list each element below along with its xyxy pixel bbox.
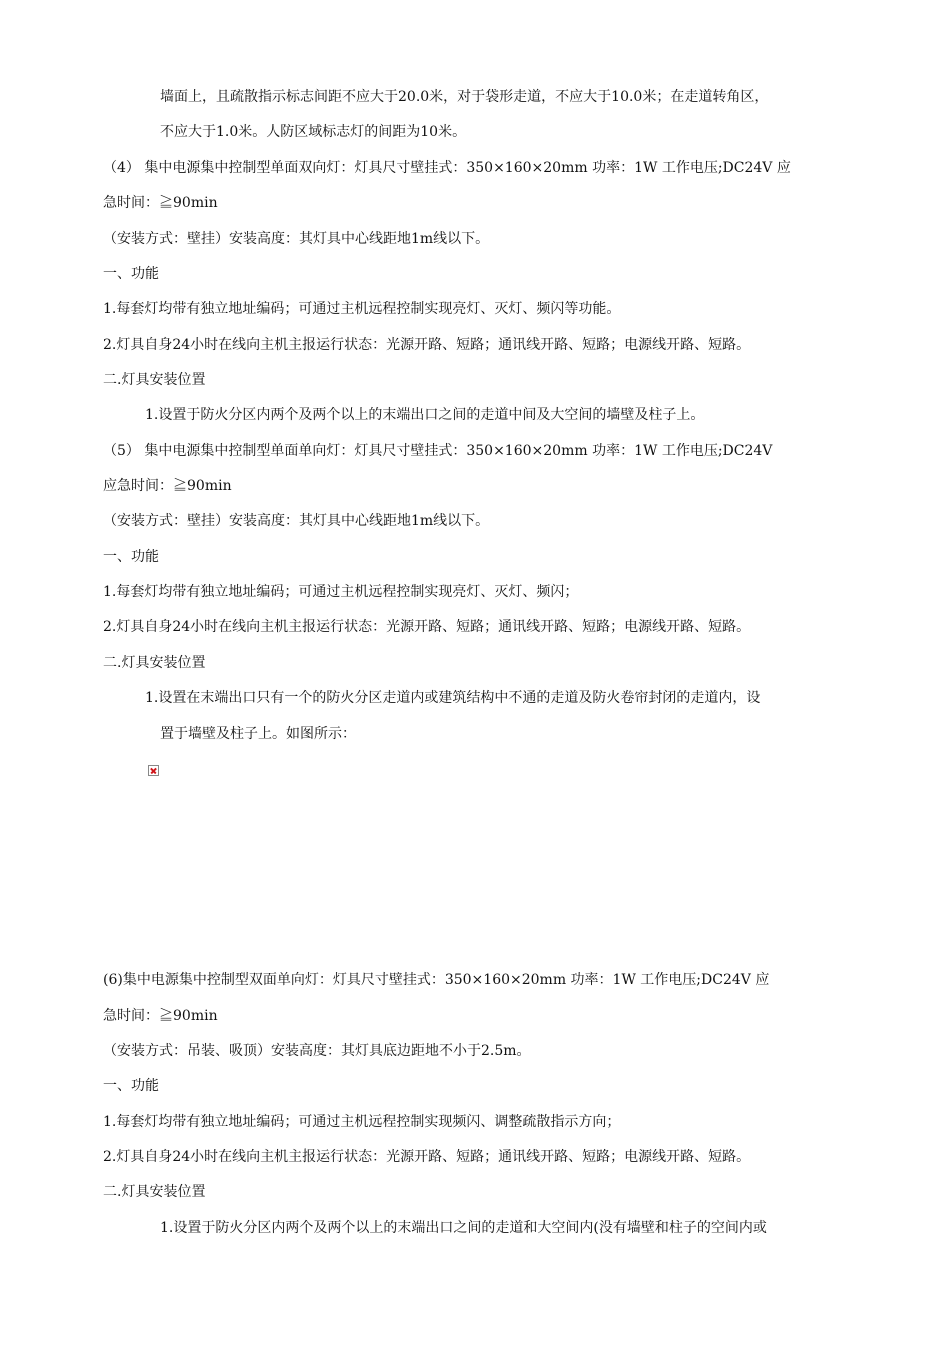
text-line: 置于墙壁及柱子上。如图所示：: [160, 726, 356, 742]
text-line: 墙面上，且疏散指示标志间距不应大于20.0米，对于袋形走道，不应大于10.0米；在走道转角区，: [160, 89, 769, 105]
text-line: 急时间：≧90min: [103, 195, 218, 211]
text-line: (6)集中电源集中控制型双面单向灯：灯具尺寸壁挂式：350×160×20mm 功率：1W 工作电压;DC24V 应: [103, 972, 770, 988]
broken-image-icon: [148, 765, 159, 776]
text-line: （5） 集中电源集中控制型单面单向灯：灯具尺寸壁挂式：350×160×20mm 功率：1W 工作电压;DC24V: [103, 443, 773, 459]
text-line: （安装方式：吊装、吸顶）安装高度：其灯具底边距地不小于2.5m。: [103, 1043, 531, 1059]
text-line: 2.灯具自身24小时在线向主机主报运行状态：光源开路、短路；通讯线开路、短路；电源线开路、短路。: [103, 619, 751, 635]
text-line: （安装方式：壁挂）安装高度：其灯具中心线距地1m线以下。: [103, 513, 490, 529]
text-line: 1.设置于防火分区内两个及两个以上的末端出口之间的走道和大空间内(没有墙壁和柱子的空间内或: [160, 1220, 767, 1236]
text-line: （安装方式：壁挂）安装高度：其灯具中心线距地1m线以下。: [103, 231, 490, 247]
text-line: 2.灯具自身24小时在线向主机主报运行状态：光源开路、短路；通讯线开路、短路；电源线开路、短路。: [103, 1149, 751, 1165]
text-line: 不应大于1.0米。人防区域标志灯的间距为10米。: [160, 124, 467, 140]
text-line: 1.设置于防火分区内两个及两个以上的末端出口之间的走道中间及大空间的墙壁及柱子上。: [145, 407, 705, 423]
text-line: （4） 集中电源集中控制型单面双向灯：灯具尺寸壁挂式：350×160×20mm 功率：1W 工作电压;DC24V 应: [103, 160, 791, 176]
text-line: 1.每套灯均带有独立地址编码；可通过主机远程控制实现频闪、调整疏散指示方向；: [103, 1114, 621, 1130]
text-line: 1.设置在末端出口只有一个的防火分区走道内或建筑结构中不通的走道及防火卷帘封闭的走道内，设: [145, 690, 761, 706]
text-line: 急时间：≧90min: [103, 1008, 218, 1024]
section-heading: 二.灯具安装位置: [103, 655, 206, 671]
text-line: 2.灯具自身24小时在线向主机主报运行状态：光源开路、短路；通讯线开路、短路；电源线开路、短路。: [103, 337, 751, 353]
section-heading: 二.灯具安装位置: [103, 1184, 206, 1200]
text-line: 1.每套灯均带有独立地址编码；可通过主机远程控制实现亮灯、灭灯、频闪等功能。: [103, 301, 621, 317]
section-heading: 一、功能: [103, 266, 159, 282]
section-heading: 二.灯具安装位置: [103, 372, 206, 388]
text-line: 应急时间：≧90min: [103, 478, 232, 494]
section-heading: 一、功能: [103, 1078, 159, 1094]
text-line: 1.每套灯均带有独立地址编码；可通过主机远程控制实现亮灯、灭灯、频闪；: [103, 584, 579, 600]
section-heading: 一、功能: [103, 549, 159, 565]
